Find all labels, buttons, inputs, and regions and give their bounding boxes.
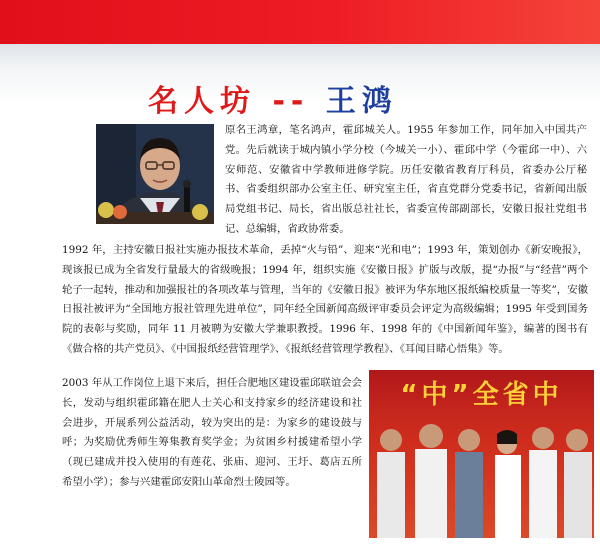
bio-paragraph-retirement: 2003 年从工作岗位上退下来后，担任合肥地区建设霍邱联谊会会长，发动与组织霍邱籍在肥人士关心和支持家乡的经济建设和社会进步，开展系列公益活动，较为突出的是：为家乡的建设鼓与呼；为奖励优秀师生筹集教育奖学金；为贫困乡村援建希望小学（现已建成并投入使用的有莲花、张庙、迎河、王圩、葛店五所希望小学）；参与兴建霍邱安阳山革命烈士陵园等。 xyxy=(62,377,362,488)
portrait-image xyxy=(96,124,214,224)
title-person-name: 王鸿 xyxy=(325,84,398,119)
top-banner xyxy=(0,0,600,44)
group-photo-image xyxy=(369,370,594,538)
group-photo-banner-text: “中”全省中 xyxy=(400,380,563,410)
bio-paragraph-intro: 原名王鸿章，笔名鸿声，霍邱城关人。1955 年参加工作，同年加入中国共产党。先后就读于城内镇小学分校（今城关一小）、霍邱中学（今霍邱一中）、六安师范、安徽省中学教师进修学院。历任安徽省教育厅科员，省委办公厅秘书、省委组织部办公室主任、研究室主任，省直党群分党委书记，省新闻出版局党组书记、局长，省出版总社社长，省委宣传部副部长，安徽日报社党组书记、总编辑，省政协常委。 xyxy=(225,124,587,235)
bio-paragraph-career: 1992 年，主持安徽日报社实施办报技术革命，丢掉“火与铅”、迎来“光和电”；1993 年，策划创办《新安晚报》，现该报已成为全省发行量最大的省级晚报；1994 年，组织实施《安徽日报》扩版与改版，提“办报”与“经营”两个轮子一起转，推动和加强报社的各项改革与管理，当年的《安徽日报》被评为华东地区报纸编校质量一等奖”，安徽日报社被评为“全国地方报社管理先进单位”，同年经全国新闻高级评审委员会评定为高级编辑；1995 年受到国务院的表彰与奖励，同年 11 月被聘为安徽大学兼职教授。1996 年、1998 年的《中国新闻年鉴》，编著的图书有《做合格的共产党员》、《中国报纸经营管理学》、《报纸经营管理学教程》、《耳闻目睹心悟集》等。 xyxy=(62,244,588,355)
title-section-label: 名人坊 -- xyxy=(148,84,326,119)
page-title xyxy=(148,76,398,120)
group-photo xyxy=(369,370,594,538)
portrait-photo xyxy=(96,124,214,224)
